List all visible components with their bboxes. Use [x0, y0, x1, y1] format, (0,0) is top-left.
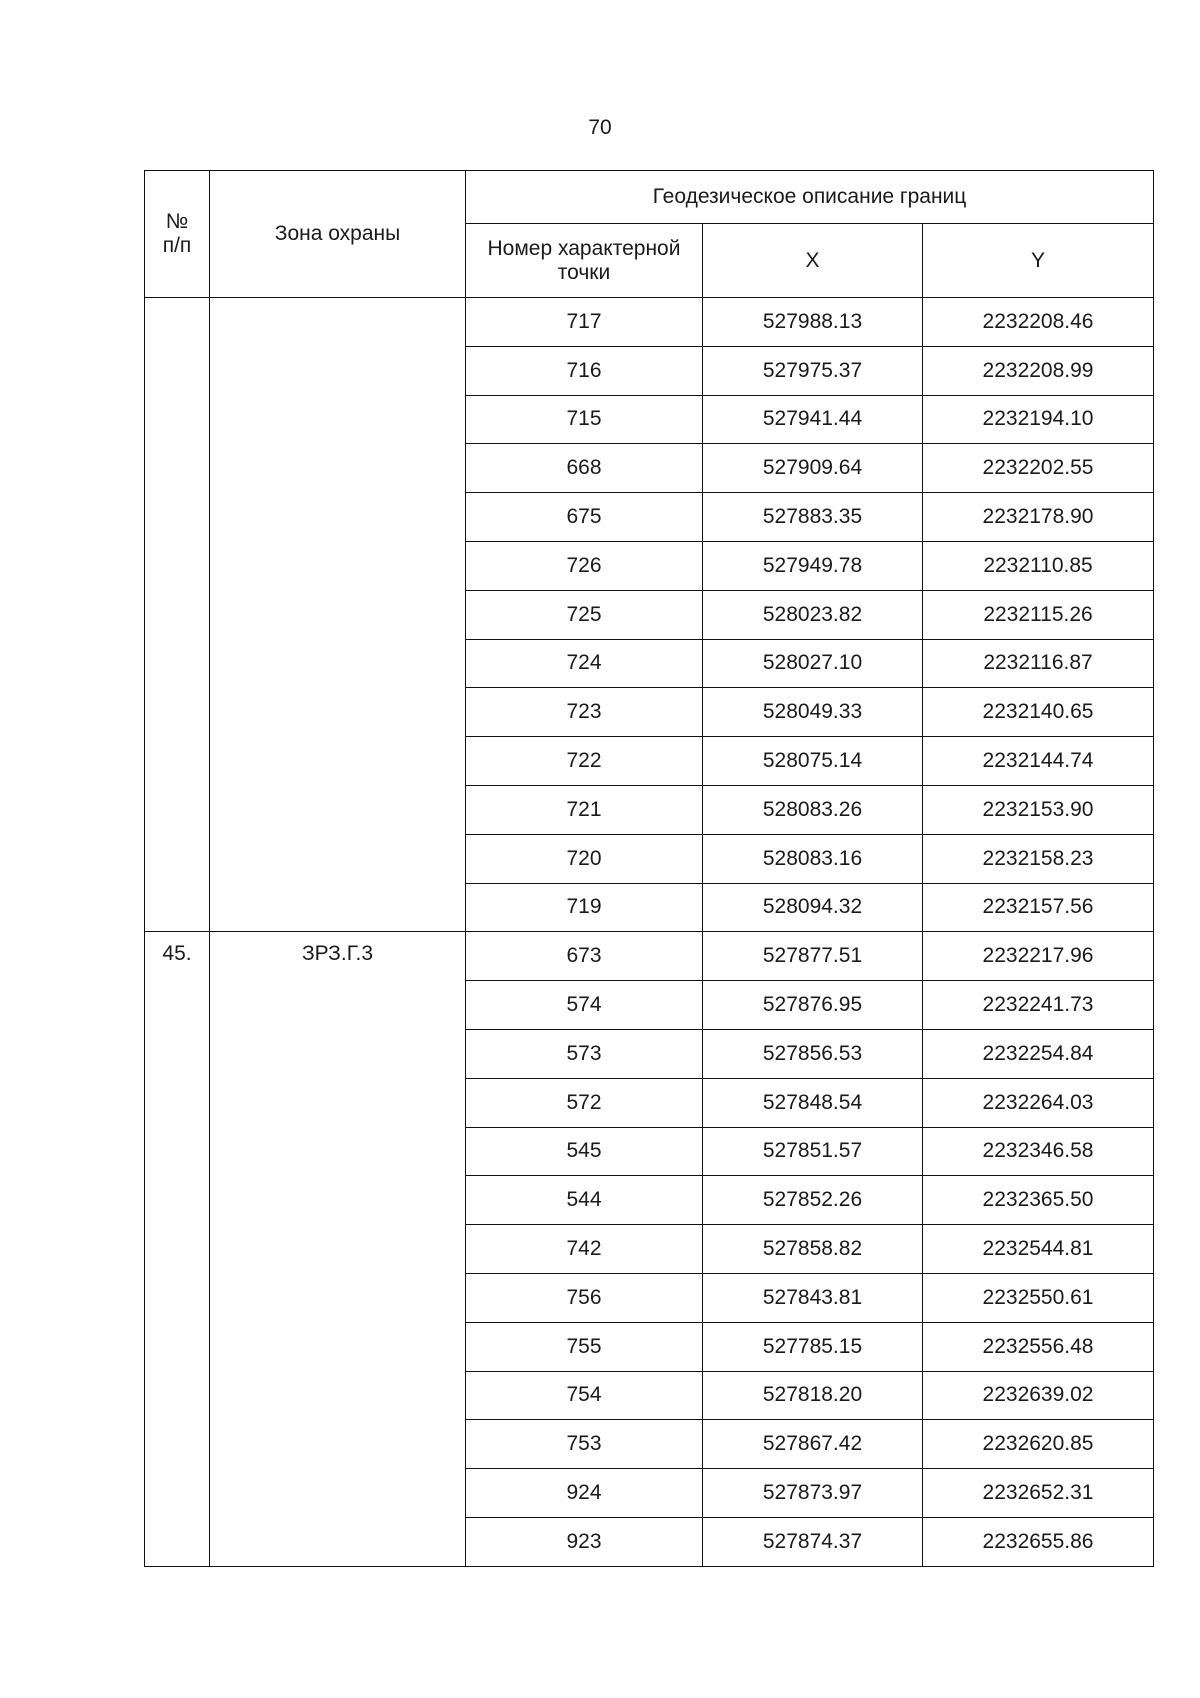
cell-point: 715 [466, 395, 703, 444]
cell-y: 2232217.96 [923, 932, 1154, 981]
cell-point: 754 [466, 1371, 703, 1420]
cell-y: 2232655.86 [923, 1517, 1154, 1566]
cell-y: 2232178.90 [923, 493, 1154, 542]
row-number: 45. [145, 932, 210, 1566]
cell-x: 528094.32 [703, 883, 923, 932]
cell-y: 2232140.65 [923, 688, 1154, 737]
cell-point: 924 [466, 1469, 703, 1518]
cell-point: 923 [466, 1517, 703, 1566]
cell-point: 722 [466, 737, 703, 786]
cell-y: 2232556.48 [923, 1322, 1154, 1371]
cell-point: 673 [466, 932, 703, 981]
cell-point: 721 [466, 785, 703, 834]
cell-point: 572 [466, 1078, 703, 1127]
cell-point: 755 [466, 1322, 703, 1371]
cell-y: 2232254.84 [923, 1029, 1154, 1078]
cell-x: 527941.44 [703, 395, 923, 444]
cell-y: 2232620.85 [923, 1420, 1154, 1469]
cell-x: 527818.20 [703, 1371, 923, 1420]
cell-x: 528075.14 [703, 737, 923, 786]
cell-y: 2232158.23 [923, 834, 1154, 883]
cell-x: 527988.13 [703, 298, 923, 347]
cell-y: 2232144.74 [923, 737, 1154, 786]
cell-x: 528023.82 [703, 590, 923, 639]
cell-point: 716 [466, 346, 703, 395]
cell-point: 756 [466, 1273, 703, 1322]
cell-x: 527949.78 [703, 541, 923, 590]
header-num: № п/п [145, 171, 210, 298]
cell-point: 544 [466, 1176, 703, 1225]
cell-y: 2232550.61 [923, 1273, 1154, 1322]
cell-y: 2232241.73 [923, 981, 1154, 1030]
cell-y: 2232208.46 [923, 298, 1154, 347]
cell-x: 527843.81 [703, 1273, 923, 1322]
table-row [145, 298, 1154, 347]
cell-x: 528027.10 [703, 639, 923, 688]
cell-y: 2232639.02 [923, 1371, 1154, 1420]
cell-point: 545 [466, 1127, 703, 1176]
cell-point: 574 [466, 981, 703, 1030]
cell-point: 668 [466, 444, 703, 493]
cell-point: 742 [466, 1225, 703, 1274]
cell-x: 527852.26 [703, 1176, 923, 1225]
cell-x: 527877.51 [703, 932, 923, 981]
cell-point: 719 [466, 883, 703, 932]
header-point: Номер характерной точки [466, 224, 703, 298]
cell-x: 527851.57 [703, 1127, 923, 1176]
cell-x: 528083.26 [703, 785, 923, 834]
cell-x: 527874.37 [703, 1517, 923, 1566]
cell-x: 527867.42 [703, 1420, 923, 1469]
page-number: 70 [588, 116, 612, 139]
cell-point: 725 [466, 590, 703, 639]
cell-y: 2232264.03 [923, 1078, 1154, 1127]
cell-x: 527856.53 [703, 1029, 923, 1078]
row-number [145, 298, 210, 932]
cell-x: 527975.37 [703, 346, 923, 395]
cell-point: 753 [466, 1420, 703, 1469]
header-x: X [703, 224, 923, 298]
header-y: Y [923, 224, 1154, 298]
zone-name: ЗРЗ.Г.3 [210, 932, 466, 1566]
header-zone: Зона охраны [210, 171, 466, 298]
table-row [145, 932, 1154, 981]
cell-y: 2232115.26 [923, 590, 1154, 639]
cell-y: 2232365.50 [923, 1176, 1154, 1225]
cell-x: 527785.15 [703, 1322, 923, 1371]
cell-y: 2232544.81 [923, 1225, 1154, 1274]
cell-x: 527876.95 [703, 981, 923, 1030]
cell-point: 720 [466, 834, 703, 883]
cell-y: 2232116.87 [923, 639, 1154, 688]
table-body [145, 298, 1154, 1567]
cell-y: 2232346.58 [923, 1127, 1154, 1176]
cell-x: 527883.35 [703, 493, 923, 542]
cell-x: 527873.97 [703, 1469, 923, 1518]
cell-point: 717 [466, 298, 703, 347]
cell-y: 2232202.55 [923, 444, 1154, 493]
cell-x: 527848.54 [703, 1078, 923, 1127]
cell-point: 724 [466, 639, 703, 688]
cell-point: 726 [466, 541, 703, 590]
cell-x: 527909.64 [703, 444, 923, 493]
zone-name [210, 298, 466, 932]
cell-y: 2232652.31 [923, 1469, 1154, 1518]
cell-point: 723 [466, 688, 703, 737]
coordinates-table [144, 170, 1154, 1567]
cell-y: 2232110.85 [923, 541, 1154, 590]
cell-y: 2232194.10 [923, 395, 1154, 444]
cell-y: 2232208.99 [923, 346, 1154, 395]
cell-point: 675 [466, 493, 703, 542]
cell-x: 527858.82 [703, 1225, 923, 1274]
header-geodesic: Геодезическое описание границ [466, 171, 1154, 224]
cell-x: 528049.33 [703, 688, 923, 737]
cell-point: 573 [466, 1029, 703, 1078]
cell-y: 2232153.90 [923, 785, 1154, 834]
cell-x: 528083.16 [703, 834, 923, 883]
cell-y: 2232157.56 [923, 883, 1154, 932]
